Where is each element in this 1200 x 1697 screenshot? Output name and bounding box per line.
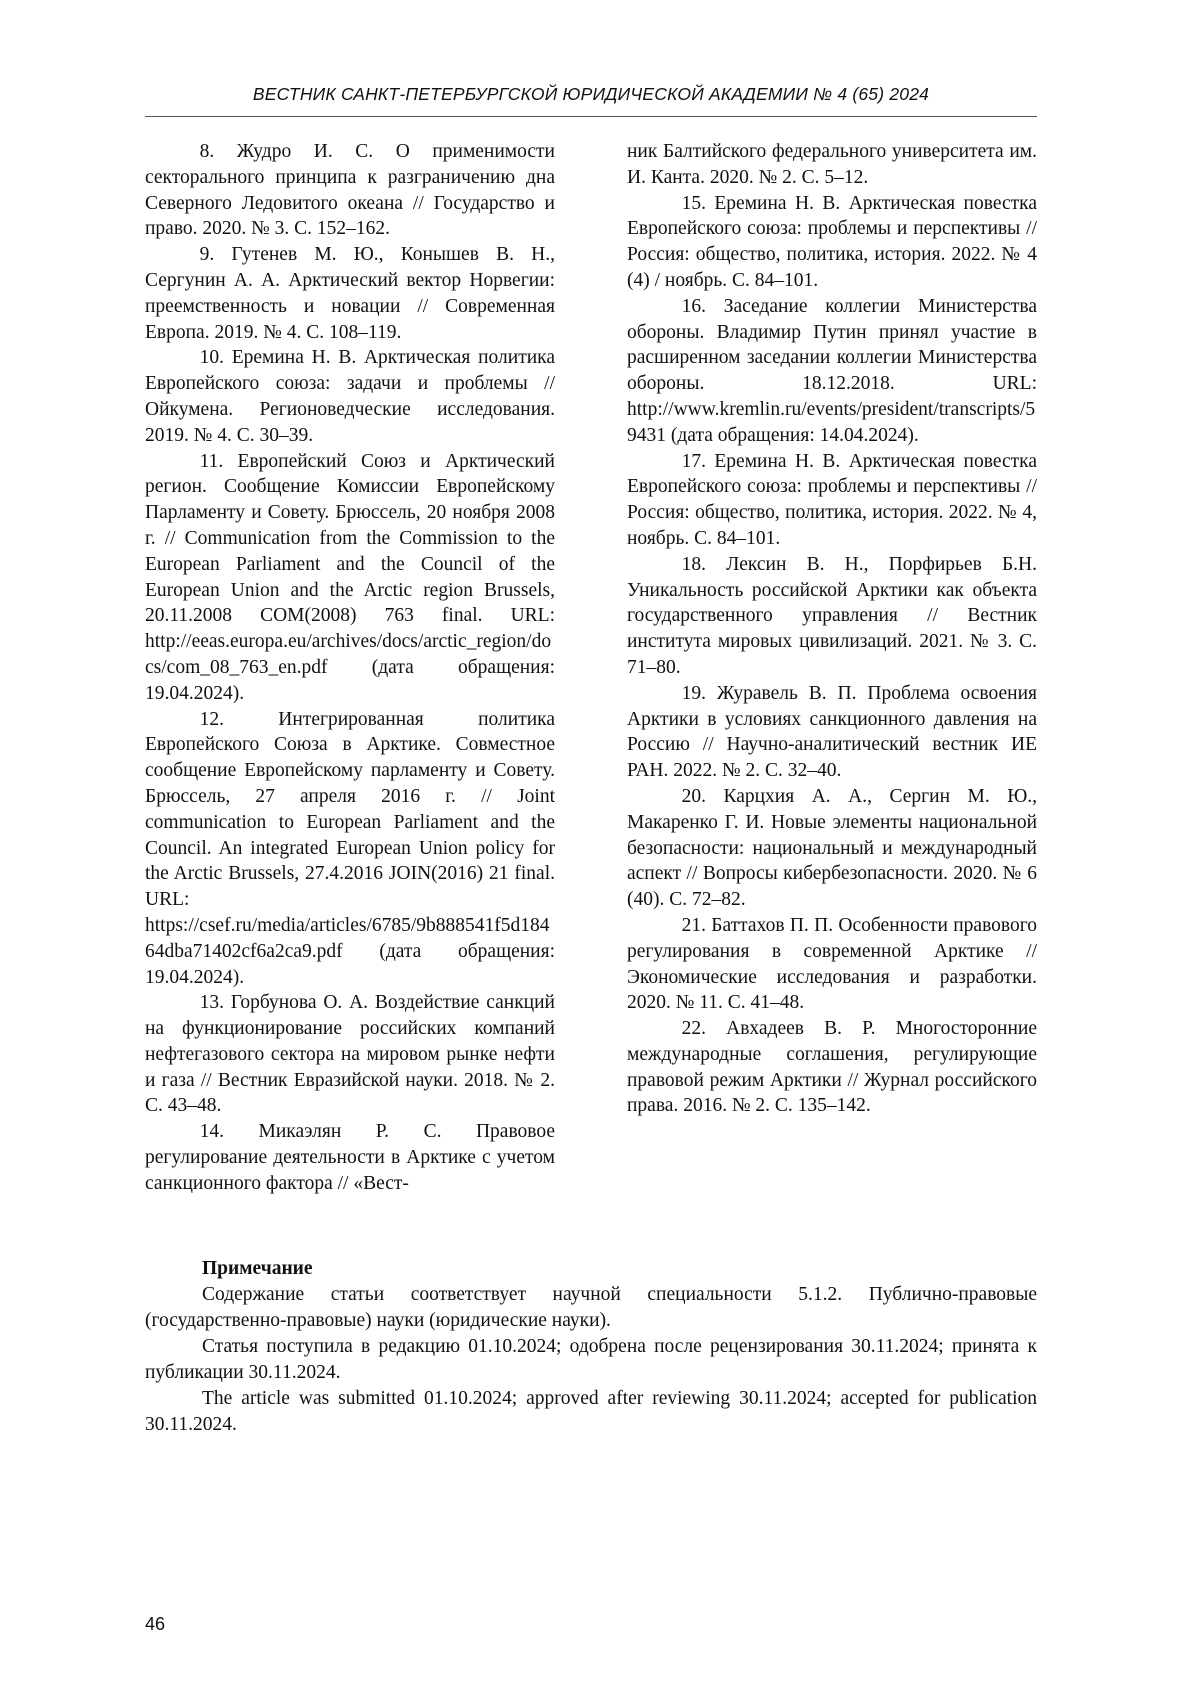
reference-15: 15. Еремина Н. В. Арктическая повестка Европейского союза: проблемы и перспективы // Россия: общество, политика, история. 2022. № 4 (4) / ноябрь. С. 84–101. [627, 192, 1037, 291]
reference-21: 21. Баттахов П. П. Особенности правового регулирования в современной Арктике // Экономические исследования и разработки. 2020. № 11. С. 41–48. [627, 914, 1037, 1014]
reference-17: 17. Еремина Н. В. Арктическая повестка Европейского союза: проблемы и перспективы // Россия: общество, политика, история. 2022. № 4, ноябрь. С. 84–101. [627, 450, 1037, 549]
reference-13: 13. Горбунова О. А. Воздействие санкций на функционирование российских компаний нефтегазового сектора на мировом рынке нефти и газа // Вестник Евразийской науки. 2018. № 2. С. 43–48. [145, 992, 555, 1117]
reference-14: 14. Микаэлян Р. С. Правовое регулирование деятельности в Арктике с учетом санкционного фактора // «Вест- [145, 1121, 555, 1194]
note-specialty-paragraph: Содержание статьи соответствует научной специальности 5.1.2. Публично-правовые (государственно-правовые) науки (юридические науки). [145, 1284, 1037, 1331]
reference-18: 18. Лексин В. Н., Порфирьев Б.Н. Уникальность российской Арктики как объекта государственного управления // Вестник института мировых цивилизаций. 2021. № 3. С. 71–80. [627, 553, 1037, 678]
reference-9: 9. Гутенев М. Ю., Конышев В. Н., Сергунин А. А. Арктический вектор Норвегии: преемственность и новации // Современная Европа. 2019. № 4. С. 108–119. [145, 244, 555, 343]
reference-19: 19. Журавель В. П. Проблема освоения Арктики в условиях санкционного давления на Россию // Научно-аналитический вестник ИЕ РАН. 2022. № 2. С. 32–40. [627, 682, 1037, 782]
reference-12: 12. Интегрированная политика Европейского Союза в Арктике. Совместное сообщение Европейскому парламенту и Совету. Брюссель, 27 апреля 2016 г. // Joint communication to European Parliament and the Council. An integrated European Union policy for the Arctic Brussels, 27.4.2016 JOIN(2016) 21 final. URL: https://csef.ru/media/articles/6785/9b888541f5d18464dba71402cf6a2ca9.pdf (дата обращения: 19.04.2024). [145, 708, 555, 988]
references-right-column [627, 139, 1037, 1119]
reference-14-continuation: ник Балтийского федерального университета им. И. Канта. 2020. № 2. С. 5–12. [627, 141, 1037, 188]
reference-10: 10. Еремина Н. В. Арктическая политика Европейского союза: задачи и проблемы // Ойкумена. Регионоведческие исследования. 2019. № 4. С. 30–39. [145, 347, 555, 446]
header-rule [145, 116, 1037, 117]
note-dates-ru-paragraph: Статья поступила в редакцию 01.10.2024; одобрена после рецензирования 30.11.2024; принята к публикации 30.11.2024. [145, 1336, 1037, 1383]
reference-8: 8. Жудро И. С. О применимости секторального принципа к разграничению дна Северного Ледовитого океана // Государство и право. 2020. № 3. С. 152–162. [145, 141, 555, 240]
note-section [145, 1256, 1037, 1438]
reference-22: 22. Авхадеев В. Р. Многосторонние международные соглашения, регулирующие правовой режим Арктики // Журнал российского права. 2016. № 2. С. 135–142. [627, 1018, 1037, 1117]
references-left-column [145, 139, 555, 1197]
reference-16: 16. Заседание коллегии Министерства обороны. Владимир Путин принял участие в расширенном заседании коллегии Министерства обороны. 18.12.2018. URL: http://www.kremlin.ru/events/president/transcripts/59431 (дата обращения: 14.04.2024). [627, 295, 1037, 446]
note-dates-en-paragraph: The article was submitted 01.10.2024; approved after reviewing 30.11.2024; accepted for publication 30.11.2024. [145, 1388, 1037, 1435]
note-title: Примечание [202, 1258, 313, 1279]
reference-11: 11. Европейский Союз и Арктический регион. Сообщение Комиссии Европейскому Парламенту и Совету. Брюссель, 20 ноября 2008 г. // Communication from the Commission to the European Parliament and the Council of the European Union and the Arctic region Brussels, 20.11.2008 COM(2008) 763 final. URL: http://eeas.europa.eu/archives/docs/arctic_region/docs/com_08_763_en.pdf (дата обращения: 19.04.2024). [145, 450, 555, 704]
journal-header: ВЕСТНИК САНКТ-ПЕТЕРБУРГСКОЙ ЮРИДИЧЕСКОЙ АКАДЕМИИ № 4 (65) 2024 [252, 84, 930, 104]
page-number: 46 [145, 1614, 166, 1634]
reference-20: 20. Карцхия А. А., Сергин М. Ю., Макаренко Г. И. Новые элементы национальной безопасности: национальный и международный аспект // Вопросы кибербезопасности. 2020. № 6 (40). С. 72–82. [627, 785, 1037, 911]
